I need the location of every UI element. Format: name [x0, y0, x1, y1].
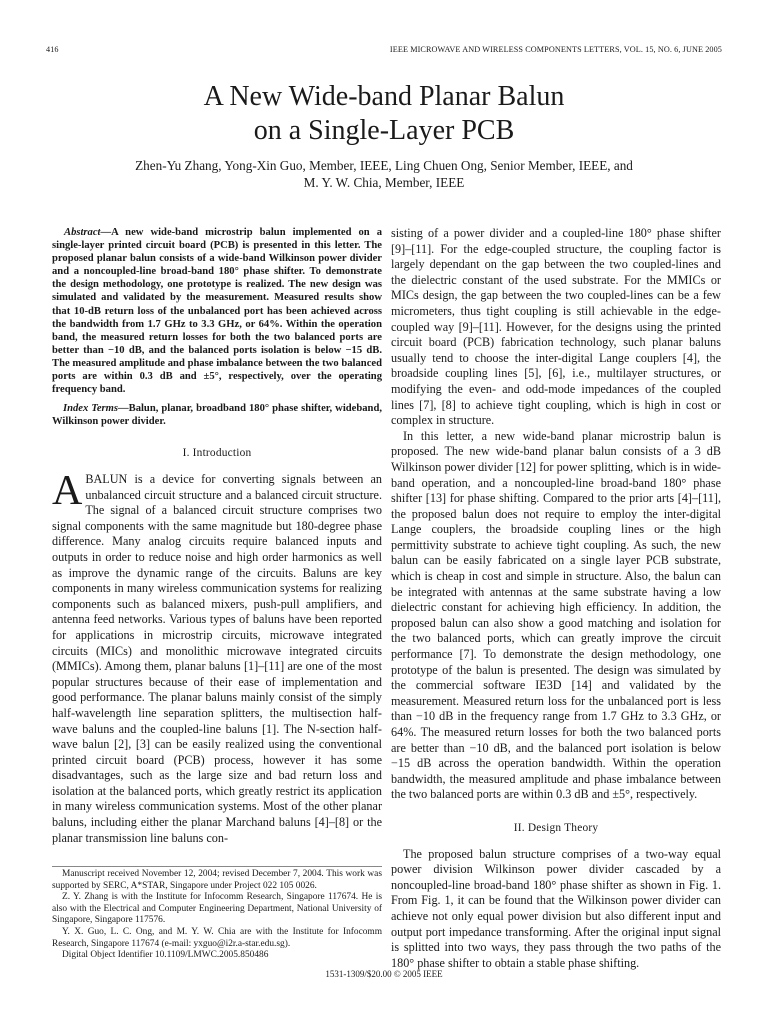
copyright-footer: 1531-1309/$20.00 © 2005 IEEE: [325, 969, 443, 979]
section-heading-design-theory: II. Design Theory: [513, 821, 599, 834]
title-line-2: on a Single-Layer PCB: [253, 115, 515, 146]
footnote-affiliation-2: Y. X. Guo, L. C. Ong, and M. Y. W. Chia are with the Institute for Infocomm Research, Singapore 117674 (e-mail: yxguo@i2r.a-star.edu.sg).: [52, 926, 382, 949]
drop-cap: A: [52, 468, 83, 514]
author-list: [60, 157, 708, 191]
journal-header: IEEE MICROWAVE AND WIRELESS COMPONENTS LETTERS, VOL. 15, NO. 6, JUNE 2005: [389, 45, 722, 54]
left-column: [52, 226, 382, 846]
paper-title: [0, 80, 768, 148]
index-terms: [52, 402, 382, 428]
paragraph-proposal: In this letter, a new wide-band planar microstrip balun is proposed. The new wide-band planar balun consists of a 3 dB Wilkinson power divider [12] for power splitting, which is in wide-band operation, and a noncoupled-line broad-band 180° phase shifter [13] for phase shifting. Compared to the prior arts [4]–[11], the proposed balun does not require to employ the inter-digital Lange couplers, the broadside coupling lines or the high permittivity substrate to achieve tight coupling. As such, the new balun can be easily fabricated on a single layer PCB substrate, which is cheap in cost and simple in structure. Also, the balun can be integrated with antennas at the same substrate having a low dielectric constant for achieving high efficiency. In addition, the proposed balun can also show a good matching and isolation for the two balanced ports, which can greatly improve the circuit performance [7]. To demonstrate the design methodology, one prototype of the balun is presented. The design was simulated by the commercial software IE3D [14] and validated by the measurement. Measured return loss for the unbalanced port is less than −10 dB in the frequency range from 1.7 GHz to 3.3 GHz, or 64%. The measured return losses for both the two balanced ports are better than −10 dB, and the balanced port isolation is below −15 dB across the operation bandwidth. Within the operation bandwidth, the measured amplitude and phase imbalance between the two balanced ports are within 0.3 dB and ±5°, respectively.: [391, 428, 721, 802]
footnote-manuscript: Manuscript received November 12, 2004; revised December 7, 2004. This work was supported by SERC, A*STAR, Singapore under Project 022 105 0026.: [52, 869, 382, 891]
footnote-doi: Digital Object Identifier 10.1109/LMWC.2005.850486: [62, 950, 269, 961]
section-heading-introduction: I. Introduction: [182, 447, 252, 460]
index-terms-text: —Balun, planar, broadband 180° phase shifter, wideband, Wilkinson power divider.: [52, 403, 382, 428]
abstract-text: —A new wide-band microstrip balun implemented on a single-layer printed circuit board (PCB) is presented in this letter. The proposed planar balun consists of a wide-band Wilkinson power divider and a noncoupled-line broad-band 180° phase shifter. To demonstrate the design methodology, one prototype is realized. The new design was simulated and validated by the measurement. Measured results show that 10-dB return loss of the unbalanced port has been achieved across the bandwidth from 1.7 GHz to 3.3 GHz, or 64%. Within the operation band, the measured return losses for both the two balanced ports are better than −10 dB, and the balanced ports isolation is below −15 dB. The measured amplitude and phase imbalance between the two balanced ports are within 0.3 dB and ±5°, respectively, over the operating frequency band.: [52, 227, 382, 396]
abstract-label: Abstract: [64, 227, 101, 238]
running-header: [46, 45, 722, 59]
right-column: [391, 226, 721, 971]
footnote-affiliation-1: Z. Y. Zhang is with the Institute for Infocomm Research, Singapore 117674. He is also with the Electrical and Computer Engineering Department, National University of Singapore, Singapore 117576.: [52, 892, 382, 926]
paragraph-design-theory: The proposed balun structure comprises of a two-way equal power division Wilkinson power divider cascaded by a noncoupled-line broad-band 180° phase shifter as shown in Fig. 1. From Fig. 1, it can be found that the Wilkinson power divider can achieve not only equal power division but also different input and output port impedance transforming. After the original input signal is splitted into two ways, they pass through the two paths of the 180° phase shifter to obtain a stable phase shifting.: [391, 846, 721, 970]
author-line-1: Zhen-Yu Zhang, Yong-Xin Guo, Member, IEEE, Ling Chuen Ong, Senior Member, IEEE, and: [135, 158, 633, 173]
footnotes: [52, 866, 382, 962]
title-line-1: A New Wide-band Planar Balun: [203, 81, 565, 112]
intro-paragraph-text: BALUN is a device for converting signals between an unbalanced circuit structure and a balanced circuit structure. The signal of a balanced circuit structure comprises two signal components with the same magnitude but 180-degree phase difference. Many analog circuits require balanced inputs and outputs in order to reduce noise and high order harmonics as well as improve the dynamic range of the circuits. Baluns are key components in many wireless communication systems for realizing components such as balanced mixers, push-pull amplifiers, and antenna feed networks. Various types of baluns have been reported for applications in microstrip circuits, microwave integrated circuits (MICs) and monolithic microwave integrated circuits (MMICs). Among them, planar baluns [1]–[11] are one of the most popular structures because of their ease of implementation and good performance. The planar baluns mainly consist of the simply half-wavelength line separation splitters, the multisection half-wave baluns and the coupled-line baluns [1]. The N-section half-wave balun [2], [3] can be easily realized using the conventional printed circuit board (PCB) process, however it has some disadvantages, such as the large size and bad return loss and isolation at the balanced ports, which greatly restrict its application in many wireless communication systems. Most of the other planar baluns, including either the planar Marchand baluns [4]–[8] or the planar transmission line baluns con-: [52, 472, 382, 845]
abstract: [52, 226, 382, 396]
index-terms-label: Index Terms: [63, 403, 119, 415]
intro-paragraph: [52, 468, 382, 846]
paragraph-continued: sisting of a power divider and a coupled-line 180° phase shifter [9]–[11]. For the edge-coupled structure, the coupling factor is largely dependant on the gap between the two coupled-lines and the dielectric constant of the used substrate. For the MMICs or MICs design, the gap between the two coupled-lines can be a few micrometers, thus tight coupling is still achievable in the edge-coupled way [9]–[11]. However, for the designs using the printed circuit board (PCB) fabrication technology, such planar baluns usually tend to choose the inter-digital Lange couplers [4], the broadside coupling lines [5], [6], i.e., multilayer structures, or modifying the even- and odd-mode impedances of the coupled lines [7], [8] to achieve tight coupling, which is high in cost or complex in structure.: [391, 226, 721, 428]
author-line-2: M. Y. W. Chia, Member, IEEE: [303, 175, 465, 190]
page-number: 416: [46, 45, 59, 54]
